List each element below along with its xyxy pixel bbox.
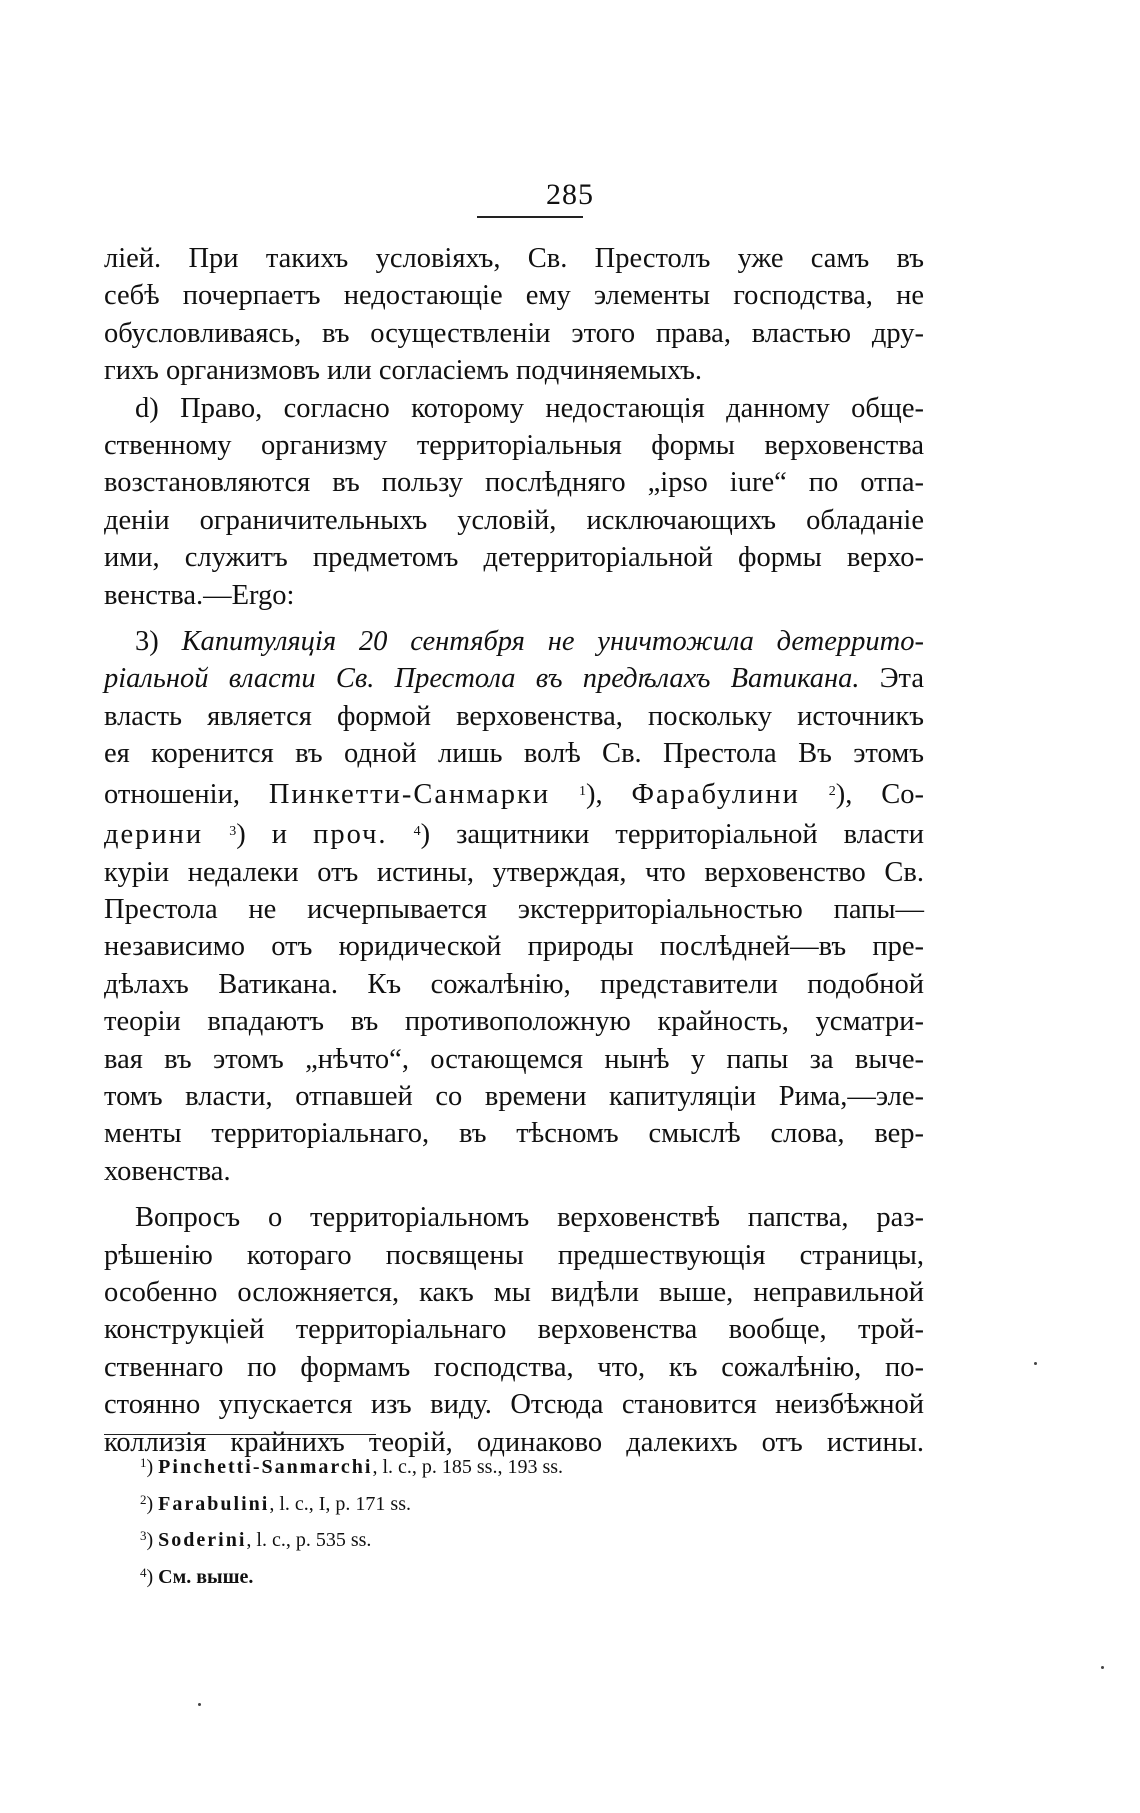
italic-thesis: рiальной власти Св. Престола въ предѣлахъ Ватикана. [104, 663, 860, 695]
text-line: денiи ограничительныхъ условiй, исключающихъ обладанiе [104, 504, 924, 536]
footnote: $^4$) См. выше. [140, 1564, 254, 1588]
speck [1101, 1666, 1104, 1669]
paragraph-3 [104, 623, 924, 1190]
text-line: гихъ организмовъ или согласiемъ подчиняемыхъ. [104, 355, 703, 387]
text-line: ховенства. [104, 1155, 231, 1187]
text-line: власть является формой верховенства, поскольку источникъ [104, 700, 924, 732]
footnote-mark: 4 [140, 1564, 147, 1580]
text-line: ственнаго по формамъ господства, что, къ сожалѣнiю, по- [104, 1351, 924, 1383]
text-line [104, 623, 924, 660]
italic-thesis: Капитуляцiя 20 сентября не уничтожила детеррито- [181, 626, 924, 658]
footnote-text: См. выше. [158, 1565, 254, 1588]
paragraph-4 [104, 1199, 924, 1461]
text-line: ственному организму территорiальныя формы верховенства [104, 430, 924, 462]
text-line: ими, служитъ предметомъ детерриторiальной формы верхо- [104, 542, 924, 574]
text-line: обусловливаясь, въ осуществленiи этого права, властью дру- [104, 317, 924, 349]
text-line: особенно осложняется, какъ мы видѣли выше, неправильной [104, 1276, 924, 1308]
footnote-ref: 2 [828, 783, 836, 799]
text-line: коллизiя крайнихъ теорiй, одинаково далекихъ отъ истины. [104, 1426, 924, 1458]
text-line: томъ власти, отпавшей со времени капитуляцiи Рима,—эле- [104, 1080, 924, 1112]
text-line: менты территорiальнаго, въ тѣсномъ смыслѣ слова, вер- [104, 1118, 924, 1150]
text-line [104, 813, 924, 853]
text-line: дѣлахъ Ватикана. Къ сожалѣнiю, представители подобной [104, 968, 924, 1000]
footnote-mark: 3 [140, 1528, 147, 1543]
footnotes [140, 1447, 563, 1593]
page-number: 285 [546, 178, 594, 211]
text-line: лiей. При такихъ условiяхъ, Св. Престолъ уже самъ въ [104, 243, 924, 274]
footnote-author: Farabulini [158, 1492, 270, 1515]
footnote-text: , l. c., p. 535 ss. [246, 1529, 372, 1551]
speck [198, 1703, 201, 1706]
paragraph-1 [104, 240, 924, 390]
text-line: курiи недалеки отъ истины, утверждая, что верховенство Св. [104, 856, 924, 888]
text-line: независимо отъ юридической природы послѣдней—въ пре- [104, 931, 924, 963]
footnote: $^3$) Soderini, l. c., p. 535 ss. [140, 1528, 372, 1551]
text-line: стоянно упускается изъ виду. Отсюда становится неизбѣжной [104, 1389, 924, 1421]
footnote-text: , l. c., p. 185 ss., 193 ss. [372, 1456, 564, 1478]
footnote-author: Pinchetti-Sanmarchi [158, 1456, 373, 1478]
text-fragment: ) защитники территорiальной власти [420, 819, 924, 851]
text-line: теорiи впадаютъ въ противоположную крайность, усматри- [104, 1006, 924, 1038]
text-line [104, 660, 924, 697]
footnote: $^1$) Pinchetti-Sanmarchi, l. c., p. 185 ss., 193 ss. [140, 1455, 564, 1478]
text-fragment: ), Со- [835, 778, 925, 810]
text-fragment: ), [585, 778, 632, 810]
author-name: Пинкетти-Санмарки [268, 778, 551, 810]
page-number-rule [477, 216, 583, 218]
author-name: дерини [104, 819, 204, 851]
body-text [104, 240, 924, 1461]
text-line: возстановляются въ пользу послѣдняго „ipso iure“ по отпа- [104, 467, 924, 499]
footnote-mark: 2 [140, 1491, 147, 1507]
footnote-ref: 4 [413, 824, 421, 840]
text-line: ея коренится въ одной лишь волѣ Св. Престола Въ этомъ [104, 738, 924, 770]
footnote-text: , l. c., I, p. 171 ss. [269, 1492, 411, 1515]
author-name: Фарабулини [631, 778, 800, 810]
footnote-rule [104, 1434, 376, 1435]
footnote: $^2$) Farabulini, l. c., I, p. 171 ss. [140, 1491, 411, 1515]
footnote-author: Soderini [158, 1529, 247, 1551]
text-line: Вопросъ о территорiальномъ верховенствѣ папства, раз- [135, 1202, 924, 1234]
text-line [104, 773, 924, 813]
text-line: Престола не исчерпывается экстерриторiальностью папы— [104, 893, 924, 925]
text-line: себѣ почерпаетъ недостающiе ему элементы господства, не [104, 280, 924, 312]
footnote-ref: 3 [229, 824, 237, 840]
text-line: рѣшенiю котораго посвящены предшествующiя страницы, [104, 1239, 924, 1271]
list-marker: 3) [135, 626, 159, 658]
text-line: венства.—Ergo: [104, 579, 295, 611]
text-line: конструкцiей территорiальнаго верховенства вообще, трой- [104, 1314, 924, 1346]
text-fragment: ) и [236, 819, 314, 851]
author-name: проч. [313, 819, 388, 851]
paragraph-2 [104, 390, 924, 614]
text-line: вая въ этомъ „нѣчто“, остающемся нынѣ у папы за выче- [104, 1043, 924, 1075]
text-fragment: отношенiи, [104, 778, 269, 810]
text-line: d) Право, согласно которому недостающiя данному обще- [135, 392, 924, 424]
text-fragment: Эта [879, 663, 925, 695]
footnote-mark: 1 [140, 1455, 147, 1470]
speck [1034, 1362, 1037, 1365]
footnote-ref: 1 [578, 783, 586, 799]
